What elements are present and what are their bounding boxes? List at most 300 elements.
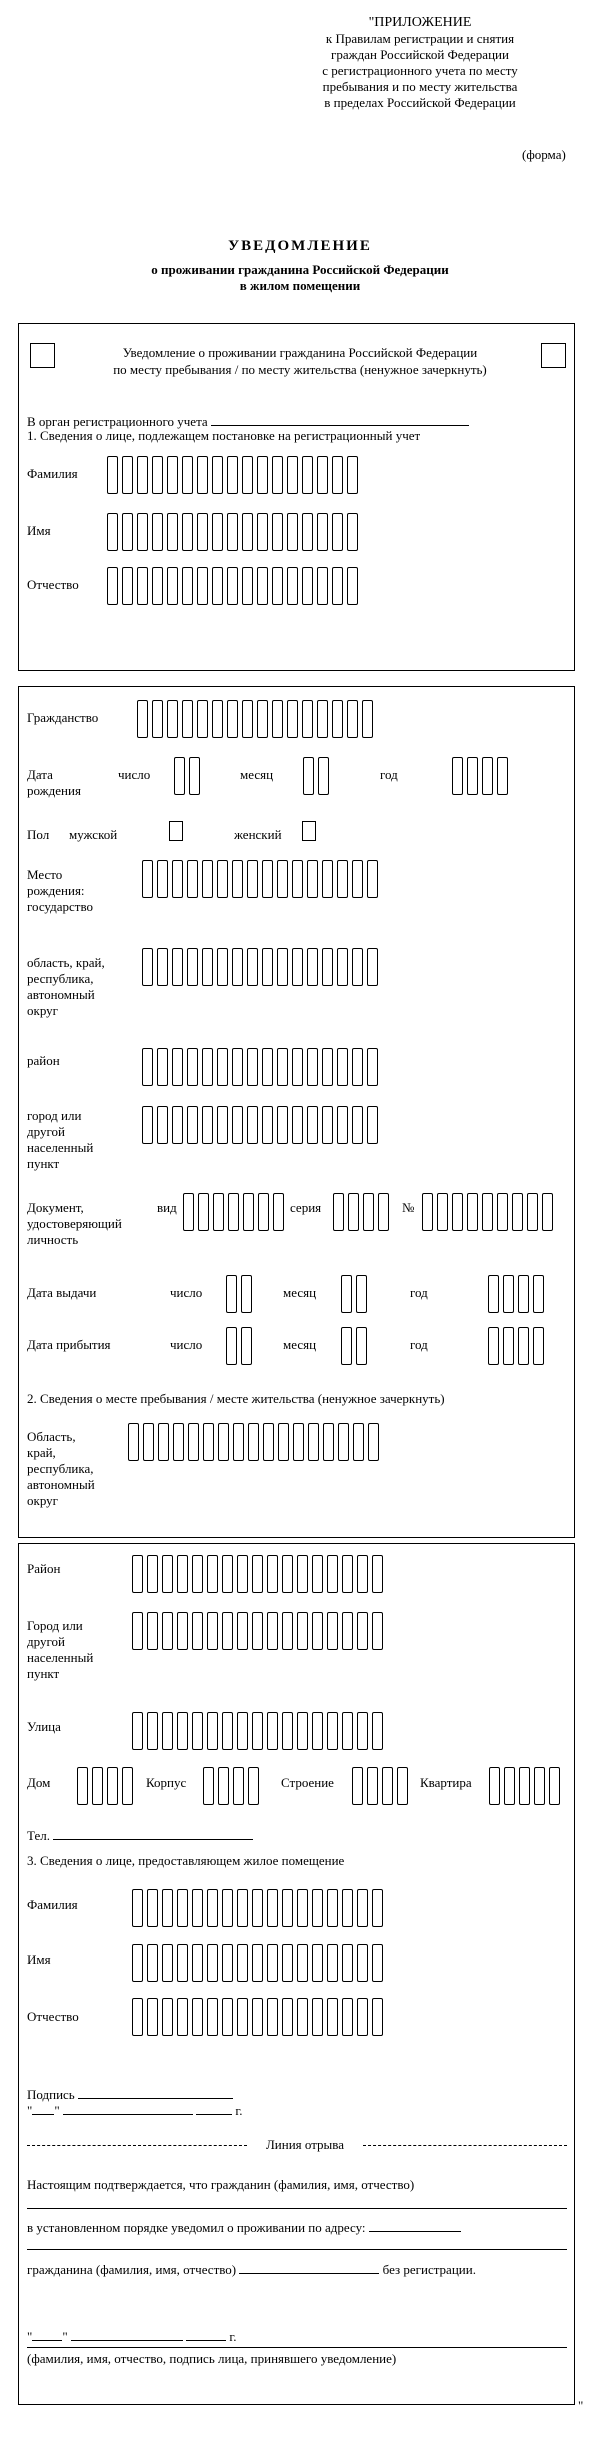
- letter-cell[interactable]: [198, 1193, 209, 1231]
- region-cells[interactable]: [142, 948, 382, 986]
- street-cells[interactable]: [132, 1712, 387, 1750]
- female-checkbox[interactable]: [302, 821, 316, 841]
- owner-surname-cells[interactable]: [132, 1889, 387, 1927]
- letter-cell[interactable]: [232, 860, 243, 898]
- apartment-cells[interactable]: [489, 1767, 564, 1805]
- letter-cell[interactable]: [342, 1555, 353, 1593]
- letter-cell[interactable]: [317, 456, 328, 494]
- letter-cell[interactable]: [542, 1193, 553, 1231]
- letter-cell[interactable]: [242, 513, 253, 551]
- letter-cell[interactable]: [352, 1048, 363, 1086]
- letter-cell[interactable]: [227, 513, 238, 551]
- letter-cell[interactable]: [503, 1327, 514, 1365]
- letter-cell[interactable]: [142, 948, 153, 986]
- signature-input[interactable]: [78, 2085, 233, 2099]
- letter-cell[interactable]: [147, 1612, 158, 1650]
- letter-cell[interactable]: [327, 1889, 338, 1927]
- letter-cell[interactable]: [172, 948, 183, 986]
- confirm-name-line[interactable]: [27, 2208, 567, 2209]
- letter-cell[interactable]: [182, 456, 193, 494]
- letter-cell[interactable]: [512, 1193, 523, 1231]
- district-cells[interactable]: [142, 1048, 382, 1086]
- letter-cell[interactable]: [197, 456, 208, 494]
- letter-cell[interactable]: [352, 1106, 363, 1144]
- letter-cell[interactable]: [192, 1889, 203, 1927]
- letter-cell[interactable]: [367, 1106, 378, 1144]
- letter-cell[interactable]: [143, 1423, 154, 1461]
- letter-cell[interactable]: [272, 456, 283, 494]
- letter-cell[interactable]: [282, 1555, 293, 1593]
- birthplace-country-cells[interactable]: [142, 860, 382, 898]
- letter-cell[interactable]: [162, 1612, 173, 1650]
- letter-cell[interactable]: [157, 860, 168, 898]
- letter-cell[interactable]: [202, 860, 213, 898]
- letter-cell[interactable]: [247, 1048, 258, 1086]
- male-checkbox[interactable]: [169, 821, 183, 841]
- letter-cell[interactable]: [307, 1048, 318, 1086]
- letter-cell[interactable]: [257, 456, 268, 494]
- letter-cell[interactable]: [202, 1106, 213, 1144]
- letter-cell[interactable]: [332, 456, 343, 494]
- letter-cell[interactable]: [257, 700, 268, 738]
- letter-cell[interactable]: [347, 700, 358, 738]
- letter-cell[interactable]: [132, 1612, 143, 1650]
- letter-cell[interactable]: [197, 567, 208, 605]
- letter-cell[interactable]: [382, 1767, 393, 1805]
- letter-cell[interactable]: [137, 567, 148, 605]
- letter-cell[interactable]: [347, 567, 358, 605]
- letter-cell[interactable]: [252, 1944, 263, 1982]
- letter-cell[interactable]: [342, 1889, 353, 1927]
- letter-cell[interactable]: [162, 1944, 173, 1982]
- letter-cell[interactable]: [482, 757, 493, 795]
- letter-cell[interactable]: [232, 1106, 243, 1144]
- letter-cell[interactable]: [218, 1423, 229, 1461]
- letter-cell[interactable]: [282, 1712, 293, 1750]
- letter-cell[interactable]: [287, 456, 298, 494]
- letter-cell[interactable]: [187, 860, 198, 898]
- letter-cell[interactable]: [317, 567, 328, 605]
- letter-cell[interactable]: [282, 1944, 293, 1982]
- letter-cell[interactable]: [372, 1612, 383, 1650]
- letter-cell[interactable]: [488, 1275, 499, 1313]
- footer-day-input[interactable]: [32, 2327, 62, 2341]
- letter-cell[interactable]: [217, 948, 228, 986]
- letter-cell[interactable]: [157, 1106, 168, 1144]
- letter-cell[interactable]: [292, 1048, 303, 1086]
- letter-cell[interactable]: [247, 948, 258, 986]
- letter-cell[interactable]: [437, 1193, 448, 1231]
- letter-cell[interactable]: [372, 1555, 383, 1593]
- letter-cell[interactable]: [297, 1998, 308, 2036]
- letter-cell[interactable]: [327, 1612, 338, 1650]
- letter-cell[interactable]: [177, 1612, 188, 1650]
- letter-cell[interactable]: [287, 700, 298, 738]
- letter-cell[interactable]: [147, 1944, 158, 1982]
- letter-cell[interactable]: [272, 513, 283, 551]
- footer-year-input[interactable]: [186, 2327, 226, 2341]
- letter-cell[interactable]: [342, 1944, 353, 1982]
- letter-cell[interactable]: [422, 1193, 433, 1231]
- letter-cell[interactable]: [297, 1944, 308, 1982]
- letter-cell[interactable]: [317, 700, 328, 738]
- footer-month-input[interactable]: [71, 2327, 183, 2341]
- doc-series-cells[interactable]: [333, 1193, 393, 1231]
- letter-cell[interactable]: [222, 1889, 233, 1927]
- phone-input[interactable]: [53, 1826, 253, 1840]
- letter-cell[interactable]: [257, 513, 268, 551]
- birth-day-cells[interactable]: [174, 757, 204, 795]
- letter-cell[interactable]: [452, 1193, 463, 1231]
- letter-cell[interactable]: [293, 1423, 304, 1461]
- letter-cell[interactable]: [152, 456, 163, 494]
- letter-cell[interactable]: [158, 1423, 169, 1461]
- letter-cell[interactable]: [312, 1889, 323, 1927]
- letter-cell[interactable]: [248, 1767, 259, 1805]
- letter-cell[interactable]: [282, 1612, 293, 1650]
- arrival-year-cells[interactable]: [488, 1327, 548, 1365]
- letter-cell[interactable]: [341, 1275, 352, 1313]
- letter-cell[interactable]: [372, 1889, 383, 1927]
- letter-cell[interactable]: [337, 1106, 348, 1144]
- letter-cell[interactable]: [237, 1998, 248, 2036]
- letter-cell[interactable]: [533, 1327, 544, 1365]
- letter-cell[interactable]: [549, 1767, 560, 1805]
- letter-cell[interactable]: [352, 948, 363, 986]
- notice-checkbox-left[interactable]: [30, 343, 55, 368]
- surname-cells[interactable]: [107, 456, 362, 494]
- house-cells[interactable]: [77, 1767, 137, 1805]
- letter-cell[interactable]: [518, 1275, 529, 1313]
- letter-cell[interactable]: [347, 513, 358, 551]
- letter-cell[interactable]: [372, 1998, 383, 2036]
- letter-cell[interactable]: [192, 1555, 203, 1593]
- letter-cell[interactable]: [308, 1423, 319, 1461]
- owner-patronymic-cells[interactable]: [132, 1998, 387, 2036]
- letter-cell[interactable]: [488, 1327, 499, 1365]
- letter-cell[interactable]: [243, 1193, 254, 1231]
- address-input[interactable]: [369, 2218, 461, 2232]
- letter-cell[interactable]: [237, 1712, 248, 1750]
- letter-cell[interactable]: [267, 1944, 278, 1982]
- letter-cell[interactable]: [233, 1767, 244, 1805]
- letter-cell[interactable]: [258, 1193, 269, 1231]
- letter-cell[interactable]: [212, 456, 223, 494]
- letter-cell[interactable]: [357, 1889, 368, 1927]
- letter-cell[interactable]: [122, 513, 133, 551]
- letter-cell[interactable]: [222, 1555, 233, 1593]
- letter-cell[interactable]: [182, 700, 193, 738]
- letter-cell[interactable]: [207, 1944, 218, 1982]
- letter-cell[interactable]: [162, 1889, 173, 1927]
- letter-cell[interactable]: [287, 513, 298, 551]
- arrival-day-cells[interactable]: [226, 1327, 256, 1365]
- letter-cell[interactable]: [337, 860, 348, 898]
- district2-cells[interactable]: [132, 1555, 387, 1593]
- letter-cell[interactable]: [452, 757, 463, 795]
- letter-cell[interactable]: [327, 1712, 338, 1750]
- letter-cell[interactable]: [241, 1275, 252, 1313]
- letter-cell[interactable]: [162, 1998, 173, 2036]
- letter-cell[interactable]: [397, 1767, 408, 1805]
- letter-cell[interactable]: [132, 1998, 143, 2036]
- birth-month-cells[interactable]: [303, 757, 333, 795]
- letter-cell[interactable]: [519, 1767, 530, 1805]
- letter-cell[interactable]: [197, 513, 208, 551]
- letter-cell[interactable]: [227, 456, 238, 494]
- date-year-input[interactable]: [196, 2101, 232, 2115]
- letter-cell[interactable]: [368, 1423, 379, 1461]
- letter-cell[interactable]: [182, 567, 193, 605]
- letter-cell[interactable]: [207, 1998, 218, 2036]
- organ-input[interactable]: [211, 412, 469, 426]
- letter-cell[interactable]: [262, 1048, 273, 1086]
- letter-cell[interactable]: [167, 513, 178, 551]
- birth-year-cells[interactable]: [452, 757, 512, 795]
- letter-cell[interactable]: [202, 948, 213, 986]
- letter-cell[interactable]: [252, 1998, 263, 2036]
- letter-cell[interactable]: [267, 1612, 278, 1650]
- letter-cell[interactable]: [327, 1944, 338, 1982]
- letter-cell[interactable]: [187, 1048, 198, 1086]
- letter-cell[interactable]: [242, 700, 253, 738]
- letter-cell[interactable]: [297, 1555, 308, 1593]
- letter-cell[interactable]: [157, 1048, 168, 1086]
- letter-cell[interactable]: [333, 1193, 344, 1231]
- letter-cell[interactable]: [497, 757, 508, 795]
- issue-month-cells[interactable]: [341, 1275, 371, 1313]
- citizen-input[interactable]: [239, 2260, 379, 2274]
- letter-cell[interactable]: [322, 1106, 333, 1144]
- letter-cell[interactable]: [322, 860, 333, 898]
- letter-cell[interactable]: [277, 1048, 288, 1086]
- letter-cell[interactable]: [142, 1048, 153, 1086]
- letter-cell[interactable]: [187, 1106, 198, 1144]
- letter-cell[interactable]: [277, 1106, 288, 1144]
- letter-cell[interactable]: [167, 700, 178, 738]
- structure-cells[interactable]: [352, 1767, 412, 1805]
- letter-cell[interactable]: [267, 1555, 278, 1593]
- letter-cell[interactable]: [162, 1555, 173, 1593]
- letter-cell[interactable]: [348, 1193, 359, 1231]
- letter-cell[interactable]: [277, 948, 288, 986]
- letter-cell[interactable]: [217, 1106, 228, 1144]
- letter-cell[interactable]: [187, 948, 198, 986]
- letter-cell[interactable]: [207, 1612, 218, 1650]
- letter-cell[interactable]: [77, 1767, 88, 1805]
- letter-cell[interactable]: [323, 1423, 334, 1461]
- letter-cell[interactable]: [212, 567, 223, 605]
- letter-cell[interactable]: [202, 1048, 213, 1086]
- letter-cell[interactable]: [217, 1048, 228, 1086]
- letter-cell[interactable]: [142, 1106, 153, 1144]
- letter-cell[interactable]: [247, 1106, 258, 1144]
- letter-cell[interactable]: [267, 1889, 278, 1927]
- footer-signature-line[interactable]: [27, 2347, 567, 2348]
- letter-cell[interactable]: [312, 1712, 323, 1750]
- building-cells[interactable]: [203, 1767, 263, 1805]
- letter-cell[interactable]: [177, 1998, 188, 2036]
- letter-cell[interactable]: [192, 1944, 203, 1982]
- city2-cells[interactable]: [132, 1612, 387, 1650]
- letter-cell[interactable]: [232, 1048, 243, 1086]
- letter-cell[interactable]: [222, 1944, 233, 1982]
- letter-cell[interactable]: [352, 860, 363, 898]
- notice-checkbox-right[interactable]: [541, 343, 566, 368]
- letter-cell[interactable]: [242, 567, 253, 605]
- letter-cell[interactable]: [303, 757, 314, 795]
- letter-cell[interactable]: [342, 1612, 353, 1650]
- letter-cell[interactable]: [247, 860, 258, 898]
- letter-cell[interactable]: [367, 1048, 378, 1086]
- letter-cell[interactable]: [177, 1712, 188, 1750]
- letter-cell[interactable]: [212, 700, 223, 738]
- letter-cell[interactable]: [372, 1944, 383, 1982]
- letter-cell[interactable]: [213, 1193, 224, 1231]
- date-day-input[interactable]: [32, 2101, 54, 2115]
- letter-cell[interactable]: [267, 1998, 278, 2036]
- letter-cell[interactable]: [232, 948, 243, 986]
- letter-cell[interactable]: [237, 1555, 248, 1593]
- letter-cell[interactable]: [367, 948, 378, 986]
- letter-cell[interactable]: [317, 513, 328, 551]
- letter-cell[interactable]: [248, 1423, 259, 1461]
- letter-cell[interactable]: [192, 1998, 203, 2036]
- letter-cell[interactable]: [357, 1944, 368, 1982]
- letter-cell[interactable]: [152, 567, 163, 605]
- letter-cell[interactable]: [518, 1327, 529, 1365]
- letter-cell[interactable]: [128, 1423, 139, 1461]
- letter-cell[interactable]: [177, 1944, 188, 1982]
- letter-cell[interactable]: [357, 1555, 368, 1593]
- letter-cell[interactable]: [222, 1612, 233, 1650]
- letter-cell[interactable]: [132, 1889, 143, 1927]
- letter-cell[interactable]: [222, 1712, 233, 1750]
- letter-cell[interactable]: [482, 1193, 493, 1231]
- letter-cell[interactable]: [257, 567, 268, 605]
- letter-cell[interactable]: [107, 1767, 118, 1805]
- letter-cell[interactable]: [327, 1555, 338, 1593]
- letter-cell[interactable]: [322, 948, 333, 986]
- letter-cell[interactable]: [252, 1889, 263, 1927]
- letter-cell[interactable]: [226, 1327, 237, 1365]
- letter-cell[interactable]: [312, 1998, 323, 2036]
- letter-cell[interactable]: [182, 513, 193, 551]
- letter-cell[interactable]: [237, 1889, 248, 1927]
- letter-cell[interactable]: [489, 1767, 500, 1805]
- letter-cell[interactable]: [362, 700, 373, 738]
- letter-cell[interactable]: [292, 948, 303, 986]
- letter-cell[interactable]: [497, 1193, 508, 1231]
- letter-cell[interactable]: [292, 1106, 303, 1144]
- letter-cell[interactable]: [203, 1767, 214, 1805]
- letter-cell[interactable]: [367, 860, 378, 898]
- letter-cell[interactable]: [272, 567, 283, 605]
- letter-cell[interactable]: [527, 1193, 538, 1231]
- letter-cell[interactable]: [92, 1767, 103, 1805]
- letter-cell[interactable]: [467, 757, 478, 795]
- letter-cell[interactable]: [177, 1889, 188, 1927]
- address-line[interactable]: [27, 2249, 567, 2250]
- letter-cell[interactable]: [207, 1712, 218, 1750]
- letter-cell[interactable]: [378, 1193, 389, 1231]
- letter-cell[interactable]: [107, 456, 118, 494]
- letter-cell[interactable]: [302, 700, 313, 738]
- letter-cell[interactable]: [338, 1423, 349, 1461]
- letter-cell[interactable]: [262, 860, 273, 898]
- letter-cell[interactable]: [137, 700, 148, 738]
- letter-cell[interactable]: [227, 700, 238, 738]
- letter-cell[interactable]: [302, 567, 313, 605]
- letter-cell[interactable]: [252, 1712, 263, 1750]
- letter-cell[interactable]: [357, 1612, 368, 1650]
- letter-cell[interactable]: [107, 513, 118, 551]
- letter-cell[interactable]: [292, 860, 303, 898]
- letter-cell[interactable]: [503, 1275, 514, 1313]
- letter-cell[interactable]: [307, 948, 318, 986]
- letter-cell[interactable]: [341, 1327, 352, 1365]
- letter-cell[interactable]: [357, 1712, 368, 1750]
- letter-cell[interactable]: [173, 1423, 184, 1461]
- issue-year-cells[interactable]: [488, 1275, 548, 1313]
- letter-cell[interactable]: [352, 1767, 363, 1805]
- letter-cell[interactable]: [273, 1193, 284, 1231]
- letter-cell[interactable]: [356, 1275, 367, 1313]
- doc-type-cells[interactable]: [183, 1193, 288, 1231]
- letter-cell[interactable]: [142, 860, 153, 898]
- letter-cell[interactable]: [312, 1555, 323, 1593]
- letter-cell[interactable]: [533, 1275, 544, 1313]
- letter-cell[interactable]: [137, 456, 148, 494]
- letter-cell[interactable]: [297, 1889, 308, 1927]
- letter-cell[interactable]: [332, 513, 343, 551]
- letter-cell[interactable]: [322, 1048, 333, 1086]
- letter-cell[interactable]: [157, 948, 168, 986]
- letter-cell[interactable]: [162, 1712, 173, 1750]
- letter-cell[interactable]: [534, 1767, 545, 1805]
- letter-cell[interactable]: [241, 1327, 252, 1365]
- letter-cell[interactable]: [372, 1712, 383, 1750]
- name-cells[interactable]: [107, 513, 362, 551]
- citizenship-cells[interactable]: [137, 700, 377, 738]
- letter-cell[interactable]: [132, 1712, 143, 1750]
- letter-cell[interactable]: [262, 1106, 273, 1144]
- letter-cell[interactable]: [197, 700, 208, 738]
- letter-cell[interactable]: [237, 1944, 248, 1982]
- letter-cell[interactable]: [177, 1555, 188, 1593]
- issue-day-cells[interactable]: [226, 1275, 256, 1313]
- letter-cell[interactable]: [363, 1193, 374, 1231]
- letter-cell[interactable]: [252, 1612, 263, 1650]
- letter-cell[interactable]: [227, 567, 238, 605]
- letter-cell[interactable]: [267, 1712, 278, 1750]
- letter-cell[interactable]: [107, 567, 118, 605]
- letter-cell[interactable]: [218, 1767, 229, 1805]
- letter-cell[interactable]: [233, 1423, 244, 1461]
- letter-cell[interactable]: [356, 1327, 367, 1365]
- letter-cell[interactable]: [282, 1889, 293, 1927]
- letter-cell[interactable]: [312, 1612, 323, 1650]
- doc-number-cells[interactable]: [422, 1193, 557, 1231]
- letter-cell[interactable]: [307, 1106, 318, 1144]
- letter-cell[interactable]: [122, 567, 133, 605]
- letter-cell[interactable]: [203, 1423, 214, 1461]
- city-cells[interactable]: [142, 1106, 382, 1144]
- letter-cell[interactable]: [353, 1423, 364, 1461]
- letter-cell[interactable]: [192, 1612, 203, 1650]
- letter-cell[interactable]: [278, 1423, 289, 1461]
- letter-cell[interactable]: [307, 860, 318, 898]
